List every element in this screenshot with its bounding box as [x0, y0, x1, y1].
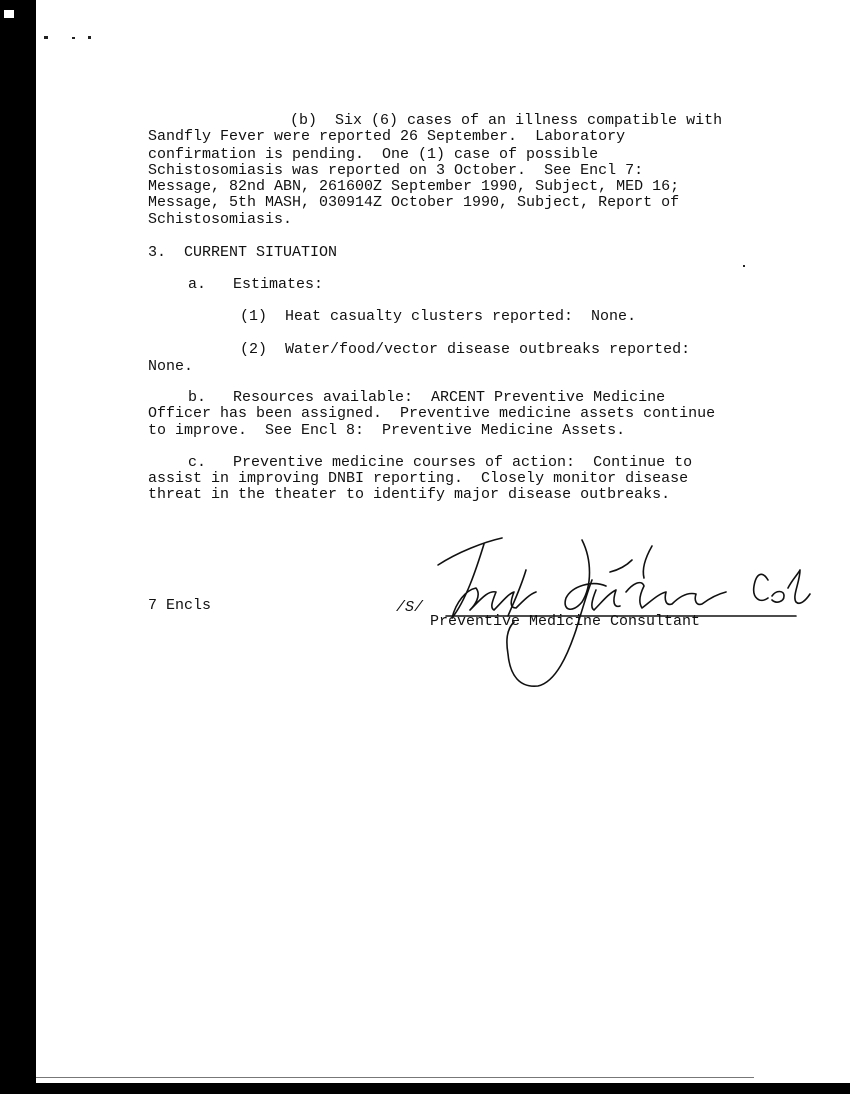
text-line: Schistosomiasis was reported on 3 October. See Encl 7: [148, 162, 644, 179]
enclosures-count: 7 Encls [148, 597, 212, 614]
text-line: assist in improving DNBI reporting. Closely monitor disease [148, 470, 689, 487]
text-line: Officer has been assigned. Preventive medicine assets continue [148, 405, 716, 422]
section-heading: 3. CURRENT SITUATION [148, 244, 338, 261]
text-line: b. Resources available: ARCENT Preventive Medicine [188, 389, 666, 406]
text-line: confirmation is pending. One (1) case of possible [148, 146, 599, 163]
scan-speck [44, 36, 48, 39]
text-line: Message, 82nd ABN, 261600Z September 1990, Subject, MED 16; [148, 178, 680, 195]
text-line: Schistosomiasis. [148, 211, 293, 228]
scan-border-bottom [0, 1083, 850, 1094]
scan-speck [72, 37, 75, 39]
subsection-heading: a. Estimates: [188, 276, 324, 293]
text-line: to improve. See Encl 8: Preventive Medicine Assets. [148, 422, 626, 439]
bottom-rule [36, 1077, 754, 1078]
text-line: Sandfly Fever were reported 26 September. Laboratory [148, 128, 626, 145]
scan-speck [743, 265, 745, 267]
signature-title: Preventive Medicine Consultant [430, 613, 701, 630]
scan-speck [88, 36, 91, 39]
signature-prefix: /S/ [396, 599, 424, 616]
text-line: None. [148, 358, 194, 375]
list-item: (1) Heat casualty clusters reported: None. [240, 308, 637, 325]
text-line: (2) Water/food/vector disease outbreaks reported: [240, 341, 691, 358]
text-line: (b) Six (6) cases of an illness compatible with [290, 112, 723, 129]
scan-border-left [0, 0, 36, 1094]
text-line: c. Preventive medicine courses of action: Continue to [188, 454, 693, 471]
text-line: threat in the theater to identify major disease outbreaks. [148, 486, 671, 503]
text-line: Message, 5th MASH, 030914Z October 1990, Subject, Report of [148, 194, 680, 211]
scan-corner-mark [4, 10, 14, 18]
